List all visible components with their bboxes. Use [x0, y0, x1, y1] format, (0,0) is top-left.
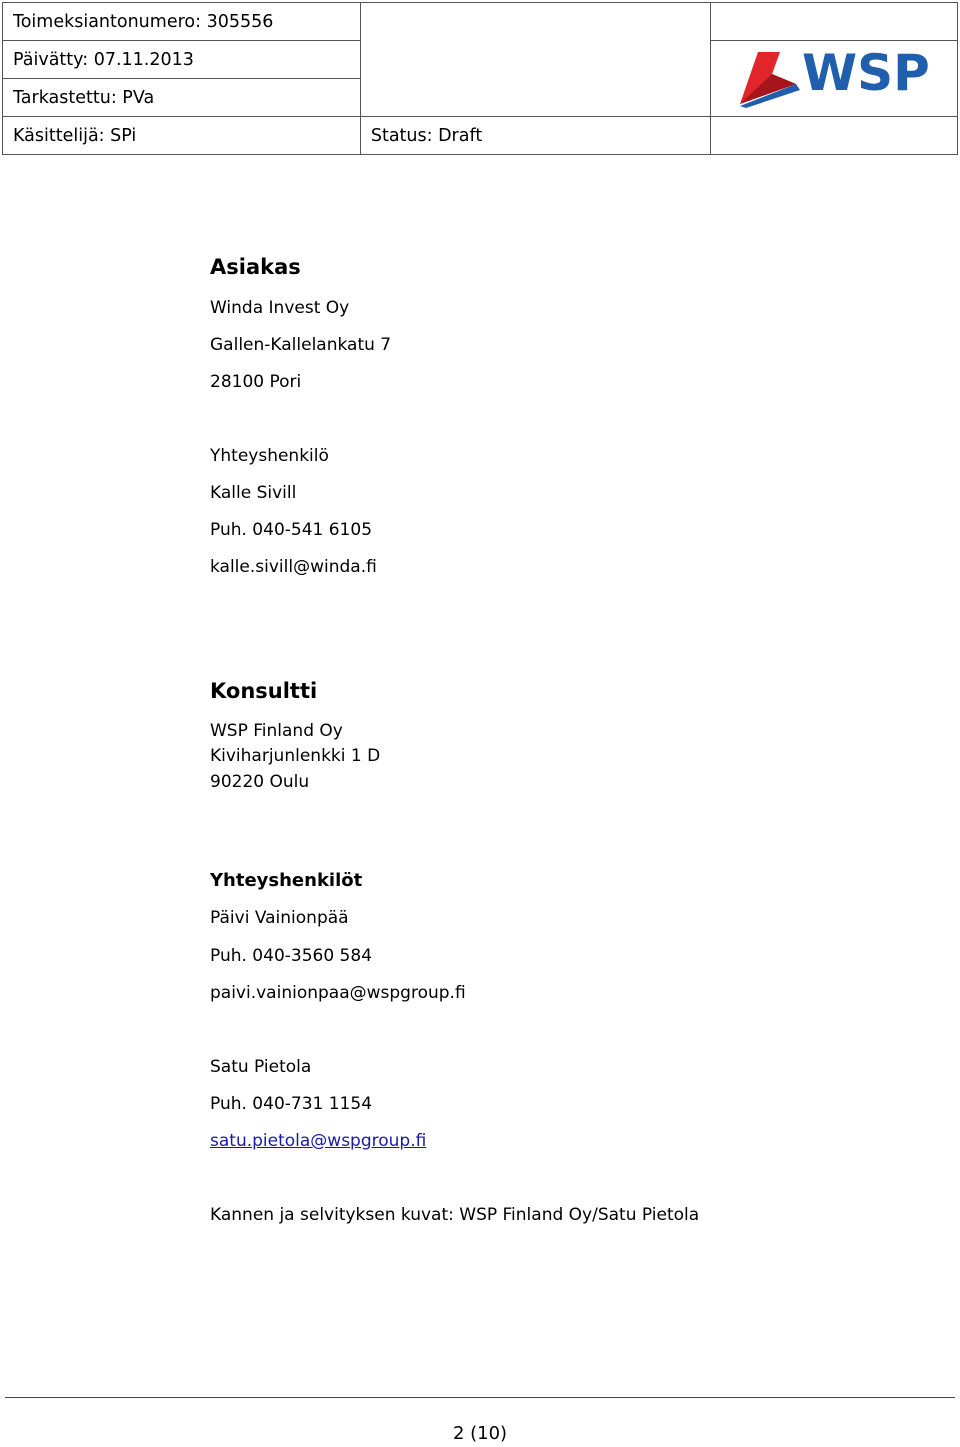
footer-divider — [5, 1397, 955, 1398]
header-empty-cell — [360, 3, 710, 117]
logo-cell — [710, 41, 957, 117]
image-credits: Kannen ja selvityksen kuvat: WSP Finland Oy/Satu Pietola — [210, 1205, 700, 1225]
client-contact-label: Yhteyshenkilö — [210, 446, 329, 466]
contact-2-phone: Puh. 040-731 1154 — [210, 1094, 373, 1114]
client-contact-name: Kalle Sivill — [210, 483, 297, 503]
handler-cell: Käsittelijä: SPi — [3, 117, 361, 155]
consultant-heading: Konsultti — [210, 679, 318, 703]
logo-top-cell — [710, 3, 957, 41]
reviewed-cell: Tarkastettu: PVa — [3, 79, 361, 117]
wsp-logo-text: WSP — [801, 44, 930, 102]
client-heading: Asiakas — [210, 255, 301, 279]
client-contact-phone: Puh. 040-541 6105 — [210, 520, 373, 540]
consultant-street: Kiviharjunlenkki 1 D — [210, 746, 381, 766]
updated-date-cell: Päivätty: 07.11.2013 — [3, 41, 361, 79]
document-header-table — [2, 2, 958, 155]
client-contact-email: kalle.sivill@winda.fi — [210, 557, 377, 577]
contact-2-name: Satu Pietola — [210, 1057, 312, 1077]
contact-1-email: paivi.vainionpaa@wspgroup.fi — [210, 983, 466, 1003]
consultant-contacts-label: Yhteyshenkilöt — [210, 870, 363, 891]
wsp-logo — [736, 44, 932, 108]
client-postal: 28100 Pori — [210, 372, 302, 392]
contact-1-phone: Puh. 040-3560 584 — [210, 946, 373, 966]
header-empty-cell-right — [710, 117, 957, 155]
consultant-postal: 90220 Oulu — [210, 772, 310, 792]
status-cell: Status: Draft — [360, 117, 710, 155]
contact-1-name: Päivi Vainionpää — [210, 908, 349, 928]
doc-number-cell: Toimeksiantonumero: 305556 — [3, 3, 361, 41]
client-street: Gallen-Kallelankatu 7 — [210, 335, 392, 355]
contact-2-email-link[interactable]: satu.pietola@wspgroup.fi — [210, 1131, 427, 1151]
page-number: 2 (10) — [452, 1423, 508, 1444]
consultant-company: WSP Finland Oy — [210, 721, 343, 741]
client-company: Winda Invest Oy — [210, 298, 350, 318]
